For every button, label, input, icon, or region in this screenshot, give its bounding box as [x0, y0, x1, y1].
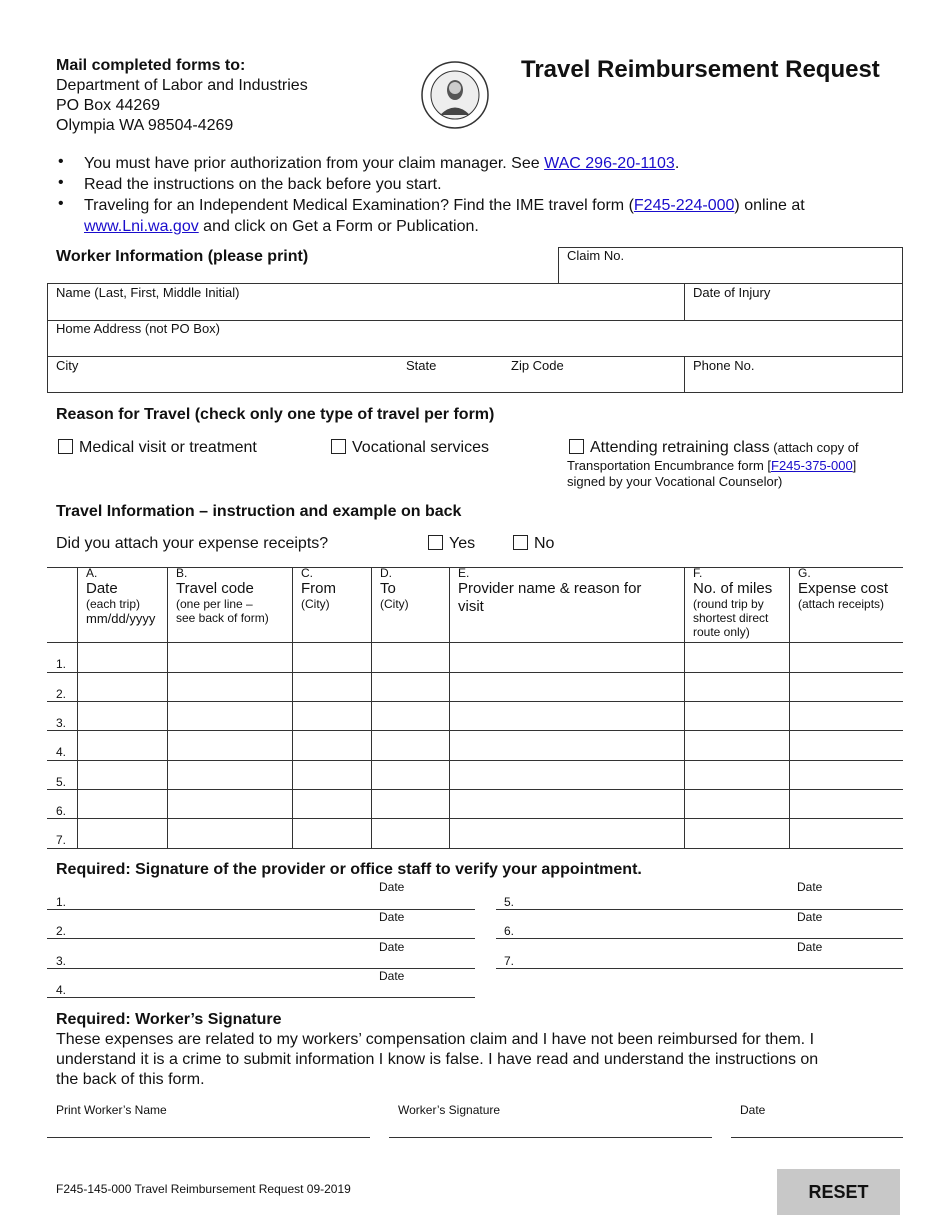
col-travel-code-header [176, 566, 269, 625]
col-name: Travel code [176, 580, 254, 597]
print-name-field[interactable] [47, 1137, 370, 1138]
provider-sig-number: 5. [504, 895, 515, 909]
col-name: To [380, 580, 396, 597]
state-field[interactable] [405, 373, 505, 391]
worker-statement-line: the back of this form. [56, 1071, 205, 1088]
zip-label: Zip Code [511, 358, 564, 373]
col-sub: shortest direct [693, 611, 769, 625]
name-label: Name (Last, First, Middle Initial) [56, 285, 240, 300]
date-label: Date [379, 969, 405, 983]
yes-checkbox[interactable] [428, 535, 443, 550]
retraining-label: Attending retraining class [590, 439, 770, 456]
medical-checkbox[interactable] [58, 439, 73, 454]
retraining-checkbox[interactable] [569, 439, 584, 454]
bullet-1-end: . [674, 155, 680, 172]
home-address-field[interactable] [55, 336, 895, 354]
table-row-number: 5. [56, 775, 67, 789]
provider-sig-number: 2. [56, 924, 67, 938]
col-sub: (each trip) [86, 597, 141, 611]
table-row-number: 7. [56, 833, 67, 847]
bullet-1 [84, 153, 679, 174]
receipts-no[interactable] [513, 535, 554, 553]
col-sub: (round trip by [693, 597, 764, 611]
state-seal-icon [420, 60, 490, 135]
col-provider-header [458, 566, 641, 616]
col-letter: E. [458, 566, 470, 580]
col-expense-header [798, 566, 888, 611]
reset-button[interactable]: RESET [777, 1169, 900, 1215]
phone-label: Phone No. [693, 358, 755, 373]
col-name: Date [86, 580, 118, 597]
claim-no-field[interactable] [566, 262, 896, 282]
col-name: From [301, 580, 336, 597]
phone-field[interactable] [692, 373, 897, 391]
date-label: Date [797, 910, 823, 924]
bullet-3-end: and click on Get a Form or Publication. [198, 218, 479, 235]
receipts-question: Did you attach your expense receipts? [56, 535, 329, 552]
reason-vocational[interactable] [331, 439, 489, 457]
reason-title: Reason for Travel (check only one type of travel per form) [56, 406, 495, 423]
retraining-note-2: Transportation Encumbrance form [ [567, 458, 771, 473]
city-field[interactable] [55, 373, 395, 391]
city-address: Olympia WA 98504-4269 [56, 117, 234, 134]
no-checkbox[interactable] [513, 535, 528, 550]
state-label: State [406, 358, 437, 373]
table-row-number: 6. [56, 804, 67, 818]
col-letter: B. [176, 566, 188, 580]
date-of-injury-field[interactable] [692, 300, 897, 318]
table-row-number: 2. [56, 687, 67, 701]
worker-info-title: Worker Information (please print) [56, 248, 309, 265]
print-name-label: Print Worker’s Name [56, 1103, 167, 1117]
provider-sig-line[interactable] [47, 997, 475, 998]
vocational-checkbox[interactable] [331, 439, 346, 454]
worker-statement-line: understand it is a crime to submit information I know is false. I have read and understand the instructions on [56, 1051, 819, 1068]
table-row-number: 4. [56, 745, 67, 759]
bullet-3-text: Traveling for an Independent Medical Examination? Find the IME travel form ( [84, 197, 634, 214]
date-label: Date [797, 940, 823, 954]
col-name: Provider name & reason for [458, 580, 642, 597]
provider-sig-line[interactable] [47, 909, 475, 910]
provider-sig-number: 7. [504, 954, 515, 968]
provider-sig-title: Required: Signature of the provider or office staff to verify your appointment. [56, 861, 642, 878]
home-address-label: Home Address (not PO Box) [56, 321, 221, 336]
provider-sig-line[interactable] [496, 909, 903, 910]
bullet-dot: • [58, 195, 64, 212]
col-letter: G. [798, 566, 811, 580]
travel-info-title: Travel Information – instruction and example on back [56, 503, 462, 520]
worker-date-label: Date [740, 1103, 766, 1117]
col-date-header [86, 566, 155, 626]
yes-label: Yes [449, 535, 476, 552]
col-letter: D. [380, 566, 392, 580]
date-label: Date [797, 880, 823, 894]
col-name: Expense cost [798, 580, 889, 597]
medical-label: Medical visit or treatment [79, 439, 257, 456]
col-sub: mm/dd/yyyy [86, 611, 156, 626]
ime-form-link[interactable]: F245-224-000 [633, 197, 735, 214]
col-letter: A. [86, 566, 98, 580]
worker-signature-field[interactable] [389, 1137, 712, 1138]
provider-sig-number: 4. [56, 983, 67, 997]
col-letter: F. [693, 566, 703, 580]
provider-sig-line[interactable] [47, 938, 475, 939]
mail-title: Mail completed forms to: [56, 57, 246, 74]
encumbrance-form-link[interactable]: F245-375-000 [771, 458, 853, 473]
col-sub: (City) [380, 597, 409, 611]
bullet-3-mid: ) online at [734, 197, 805, 214]
form-title: Travel Reimbursement Request [521, 56, 880, 83]
lni-website-link[interactable]: www.Lni.wa.gov [84, 218, 199, 235]
bullet-dot: • [58, 174, 64, 191]
bullet-1-text: You must have prior authorization from your claim manager. See [84, 155, 545, 172]
date-label: Date [379, 880, 405, 894]
col-to-header [380, 566, 409, 611]
wac-link[interactable]: WAC 296-20-1103 [544, 155, 675, 172]
provider-sig-number: 3. [56, 954, 67, 968]
vocational-label: Vocational services [352, 439, 489, 456]
form-id: F245-145-000 Travel Reimbursement Request 09-2019 [56, 1182, 351, 1196]
date-of-injury-label: Date of Injury [693, 285, 771, 300]
name-field[interactable] [55, 300, 675, 318]
worker-statement-line: These expenses are related to my workers’ compensation claim and I have not been reimbursed for them. I [56, 1031, 815, 1048]
col-sub: see back of form) [176, 611, 269, 625]
worker-date-field[interactable] [731, 1137, 903, 1138]
bullet-3 [84, 195, 884, 237]
bullet-dot: • [58, 153, 64, 170]
claim-no-label: Claim No. [567, 248, 625, 263]
reason-retraining[interactable] [569, 439, 859, 457]
retraining-note-3: ] [852, 458, 857, 473]
retraining-note [567, 458, 856, 490]
worker-signature-label: Worker’s Signature [398, 1103, 501, 1117]
col-sub: (City) [301, 597, 330, 611]
col-sub: route only) [693, 625, 750, 639]
dept-name: Department of Labor and Industries [56, 77, 308, 94]
zip-field[interactable] [510, 373, 680, 391]
col-sub: (one per line – [176, 597, 253, 611]
provider-sig-line[interactable] [496, 938, 903, 939]
retraining-note-4: signed by your Vocational Counselor) [567, 474, 783, 489]
city-label: City [56, 358, 79, 373]
provider-sig-number: 6. [504, 924, 515, 938]
table-row-number: 1. [56, 657, 67, 671]
no-label: No [534, 535, 555, 552]
col-letter: C. [301, 566, 313, 580]
date-label: Date [379, 910, 405, 924]
col-sub: visit [458, 598, 484, 615]
table-row-number: 3. [56, 716, 67, 730]
col-name: No. of miles [693, 580, 773, 597]
date-label: Date [379, 940, 405, 954]
worker-sig-title: Required: Worker’s Signature [56, 1011, 282, 1028]
col-from-header [301, 566, 336, 611]
po-box: PO Box 44269 [56, 97, 161, 114]
col-miles-header [693, 566, 772, 639]
worker-statement [56, 1030, 906, 1090]
retraining-note-1: (attach copy of [769, 440, 859, 455]
reason-medical[interactable] [58, 439, 257, 457]
provider-sig-line[interactable] [496, 968, 903, 969]
receipts-yes[interactable] [428, 535, 475, 553]
bullet-2: Read the instructions on the back before you start. [84, 176, 442, 193]
provider-sig-number: 1. [56, 895, 67, 909]
col-sub: (attach receipts) [798, 597, 885, 611]
provider-sig-line[interactable] [47, 968, 475, 969]
